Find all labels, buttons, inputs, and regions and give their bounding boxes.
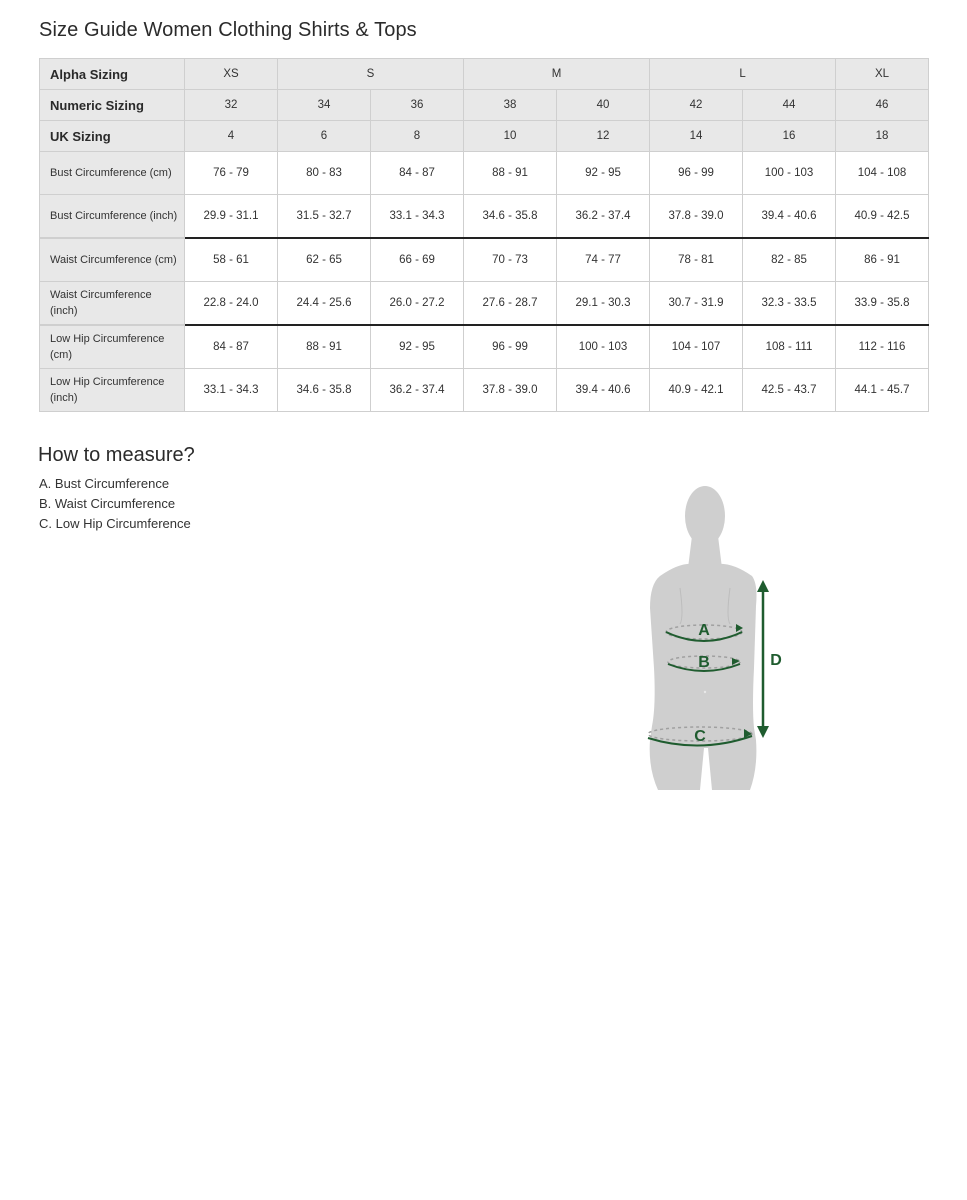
measurement-cell: 34.6 - 35.8: [464, 195, 557, 239]
measurement-cell: 37.8 - 39.0: [464, 369, 557, 412]
arrow-down-icon: [757, 726, 769, 738]
measurement-cell: 70 - 73: [464, 238, 557, 282]
measurement-row: [40, 369, 929, 412]
measurement-cell: 27.6 - 28.7: [464, 282, 557, 326]
measurement-cell: 112 - 116: [836, 325, 929, 369]
size-cell: 12: [557, 121, 650, 152]
page-title: Size Guide Women Clothing Shirts & Tops: [39, 19, 417, 41]
measurement-cell: 37.8 - 39.0: [650, 195, 743, 239]
alpha-sizing-row: [40, 59, 929, 90]
measurement-cell: 86 - 91: [836, 238, 929, 282]
size-cell: 16: [743, 121, 836, 152]
size-cell: 6: [278, 121, 371, 152]
measurement-cell: 66 - 69: [371, 238, 464, 282]
measurement-row: [40, 195, 929, 239]
measure-item-bust: A. Bust Circumference: [39, 476, 170, 491]
size-cell: 46: [836, 90, 929, 121]
measurement-cell: 33.1 - 34.3: [185, 369, 278, 412]
measurement-cell: 62 - 65: [278, 238, 371, 282]
measurement-cell: 44.1 - 45.7: [836, 369, 929, 412]
measurement-label: Low Hip Circumference (inch): [40, 369, 185, 412]
label-d: D: [770, 652, 782, 669]
size-cell: 8: [371, 121, 464, 152]
size-cell: 18: [836, 121, 929, 152]
size-cell: XS: [185, 59, 278, 90]
size-cell: 14: [650, 121, 743, 152]
measurement-cell: 58 - 61: [185, 238, 278, 282]
row-label: Numeric Sizing: [40, 90, 185, 121]
measurement-cell: 29.1 - 30.3: [557, 282, 650, 326]
size-cell: 34: [278, 90, 371, 121]
uk-sizing-row: [40, 121, 929, 152]
row-label: UK Sizing: [40, 121, 185, 152]
size-cell: 32: [185, 90, 278, 121]
numeric-sizing-row: [40, 90, 929, 121]
label-a: A: [698, 622, 710, 639]
measurement-cell: 96 - 99: [650, 152, 743, 195]
measurement-cell: 88 - 91: [464, 152, 557, 195]
measurement-cell: 80 - 83: [278, 152, 371, 195]
measurement-label: Bust Circumference (inch): [40, 195, 185, 239]
measurement-row: [40, 238, 929, 282]
size-table-body: [40, 59, 929, 412]
measurement-cell: 100 - 103: [743, 152, 836, 195]
measurement-cell: 29.9 - 31.1: [185, 195, 278, 239]
measurement-row: [40, 152, 929, 195]
mannequin-icon: [620, 478, 800, 798]
measurement-cell: 22.8 - 24.0: [185, 282, 278, 326]
measurement-cell: 39.4 - 40.6: [557, 369, 650, 412]
size-cell: 44: [743, 90, 836, 121]
label-b: B: [698, 654, 710, 671]
size-cell: 36: [371, 90, 464, 121]
measurement-label: Bust Circumference (cm): [40, 152, 185, 195]
mannequin-neck: [688, 536, 722, 568]
measurement-row: [40, 282, 929, 326]
measurement-cell: 76 - 79: [185, 152, 278, 195]
measurement-cell: 104 - 107: [650, 325, 743, 369]
measurement-cell: 78 - 81: [650, 238, 743, 282]
measurement-cell: 33.1 - 34.3: [371, 195, 464, 239]
measurement-cell: 24.4 - 25.6: [278, 282, 371, 326]
label-c: C: [694, 728, 706, 745]
size-cell: 42: [650, 90, 743, 121]
size-cell: 10: [464, 121, 557, 152]
measurement-cell: 32.3 - 33.5: [743, 282, 836, 326]
measurement-cell: 30.7 - 31.9: [650, 282, 743, 326]
measurement-cell: 40.9 - 42.1: [650, 369, 743, 412]
size-cell: L: [650, 59, 836, 90]
size-cell: XL: [836, 59, 929, 90]
measurement-cell: 33.9 - 35.8: [836, 282, 929, 326]
measurement-cell: 36.2 - 37.4: [371, 369, 464, 412]
measurement-cell: 84 - 87: [371, 152, 464, 195]
size-cell: S: [278, 59, 464, 90]
measurement-row: [40, 325, 929, 369]
measurement-cell: 96 - 99: [464, 325, 557, 369]
measurement-cell: 42.5 - 43.7: [743, 369, 836, 412]
measurement-cell: 100 - 103: [557, 325, 650, 369]
mannequin-torso: [650, 564, 757, 790]
measurement-cell: 84 - 87: [185, 325, 278, 369]
measurement-cell: 40.9 - 42.5: [836, 195, 929, 239]
size-cell: M: [464, 59, 650, 90]
measure-item-hip: C. Low Hip Circumference: [39, 516, 191, 531]
measurement-cell: 88 - 91: [278, 325, 371, 369]
measurement-cell: 74 - 77: [557, 238, 650, 282]
measurement-cell: 31.5 - 32.7: [278, 195, 371, 239]
measurement-label: Low Hip Circumference (cm): [40, 325, 185, 369]
measurement-cell: 36.2 - 37.4: [557, 195, 650, 239]
how-to-measure-heading: How to measure?: [38, 444, 195, 466]
size-cell: 38: [464, 90, 557, 121]
measurement-cell: 34.6 - 35.8: [278, 369, 371, 412]
row-label: Alpha Sizing: [40, 59, 185, 90]
measure-item-waist: B. Waist Circumference: [39, 496, 176, 511]
measurement-cell: 92 - 95: [557, 152, 650, 195]
measurement-cell: 39.4 - 40.6: [743, 195, 836, 239]
measurement-label: Waist Circumference (cm): [40, 238, 185, 282]
measurement-cell: 108 - 111: [743, 325, 836, 369]
arrow-up-icon: [757, 580, 769, 592]
how-to-measure-list: [39, 474, 191, 534]
measurement-cell: 104 - 108: [836, 152, 929, 195]
measurement-cell: 92 - 95: [371, 325, 464, 369]
size-guide-table: [39, 58, 929, 412]
measurement-cell: 82 - 85: [743, 238, 836, 282]
size-cell: 40: [557, 90, 650, 121]
measurement-label: Waist Circumference (inch): [40, 282, 185, 326]
size-cell: 4: [185, 121, 278, 152]
mannequin-measure-diagram: [620, 478, 800, 798]
measurement-cell: 26.0 - 27.2: [371, 282, 464, 326]
